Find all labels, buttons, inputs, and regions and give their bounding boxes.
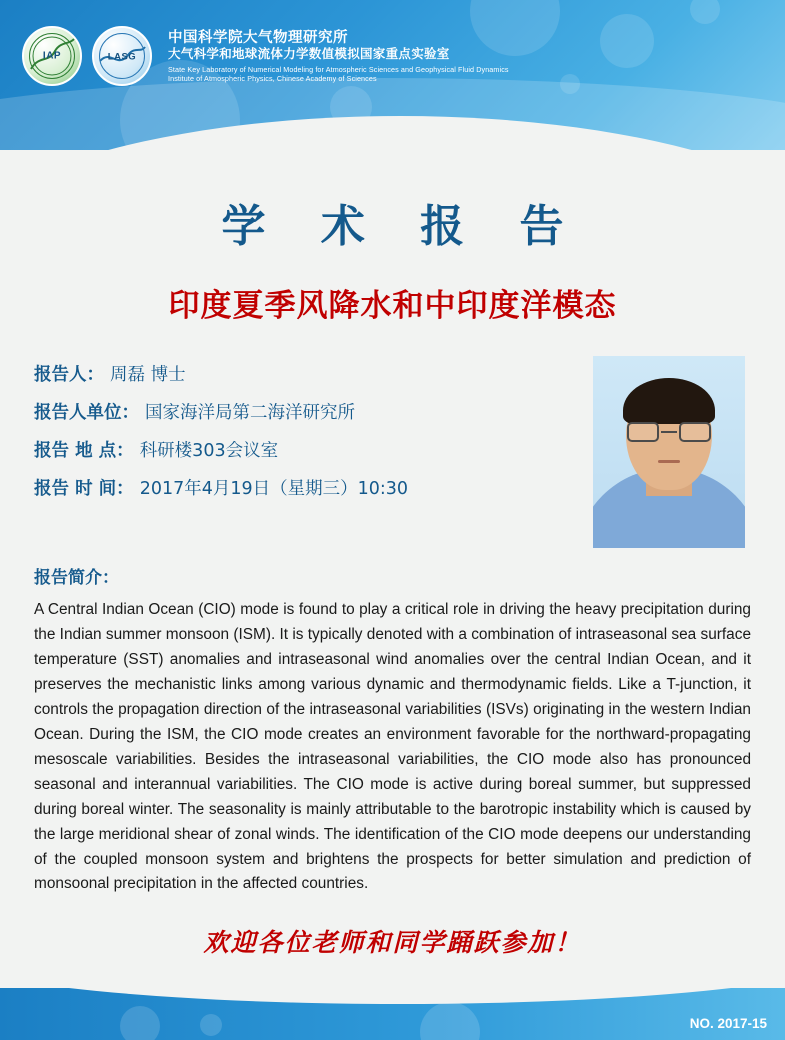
meta-label: 报告 时 间：: [34, 479, 134, 499]
abstract-text: A Central Indian Ocean (CIO) mode is found to play a critical role in driving the heavy precipitation during the Indian summer monsoon (ISM). It is typically denoted with a combination of intraseasonal sea surface temperature (SST) anomalies and intraseasonal wind anomalies over the central Indian Ocean, and it preserves the mechanistic links among various dynamic and thermodynamic fields. Like a T-junction, it controls the propagation direction of the intraseasonal variabilities (ISVs) originating in the western Indian Ocean. During the ISM, the CIO mode creates an environment favorable for the northward-propagating mesoscale variabilities. Besides the intraseasonal variabilities, the CIO mode also has pronounced seasonal and interannual variabilities. The CIO mode is active during boreal summer, but suppressed during boreal winter. The seasonality is mainly attributable to the barotropic instability which is caused by the large meridional shear of zonal winds. The identification of the CIO mode deepens our understanding of the coupled monsoon system and brightens the prospects for better simulation and prediction of monsoonal precipitation in the affected countries.: [34, 601, 751, 893]
talk-details: [34, 361, 751, 541]
photo-mouth: [658, 460, 680, 463]
meta-row: [34, 361, 554, 386]
glasses-left-lens: [627, 422, 659, 442]
poster-body: [0, 190, 785, 959]
talk-title: 印度夏季风降水和中印度洋模态: [168, 288, 617, 324]
iap-logo-text: IAP: [42, 50, 62, 62]
lasg-logo-icon: [92, 26, 152, 86]
poster-footer: [0, 988, 785, 1040]
abstract-heading: 报告简介：: [34, 568, 119, 588]
footer-wave-divider: [0, 988, 785, 1004]
lasg-logo-text: LASG: [107, 51, 137, 63]
meta-row: [34, 475, 554, 500]
talk-meta-list: [34, 361, 554, 500]
institute-name-en: Institute of Atmospheric Physics, Chinese Academy of Sciences: [168, 74, 377, 84]
meta-label: 报告人单位：: [34, 403, 139, 423]
iap-logo-icon: [22, 26, 82, 86]
page-title: 学 术 报 告: [221, 201, 584, 252]
poster-number: NO. 2017-15: [689, 1016, 767, 1031]
meta-row: [34, 399, 554, 424]
meta-value: 2017年4月19日（星期三）10:30: [139, 479, 409, 499]
meta-label: 报告 地 点：: [34, 441, 134, 461]
poster-header: [0, 0, 785, 150]
meta-value: 科研楼303会议室: [139, 441, 279, 461]
avatar: [593, 356, 745, 548]
institute-block: [162, 29, 509, 84]
decorative-bubble: [690, 0, 720, 24]
decorative-bubble: [200, 1014, 222, 1036]
decorative-bubble: [420, 1002, 480, 1040]
lab-name-en: State Key Laboratory of Numerical Modeling for Atmospheric Sciences and Geophysical Fluid Dynamics: [168, 65, 509, 75]
decorative-bubble: [120, 1006, 160, 1040]
meta-label: 报告人：: [34, 365, 104, 385]
decorative-bubble: [600, 14, 654, 68]
meta-value: 周磊 博士: [110, 365, 186, 385]
glasses-bridge: [661, 431, 677, 433]
meta-value: 国家海洋局第二海洋研究所: [145, 403, 355, 423]
lab-name-cn: 大气科学和地球流体力学数值模拟国家重点实验室: [168, 46, 450, 61]
logo-group: [22, 26, 509, 86]
glasses-icon: [627, 422, 711, 442]
welcome-note: 欢迎各位老师和同学踊跃参加！: [203, 928, 582, 958]
glasses-right-lens: [679, 422, 711, 442]
meta-row: [34, 437, 554, 462]
institute-name-cn: 中国科学院大气物理研究所: [168, 29, 348, 46]
